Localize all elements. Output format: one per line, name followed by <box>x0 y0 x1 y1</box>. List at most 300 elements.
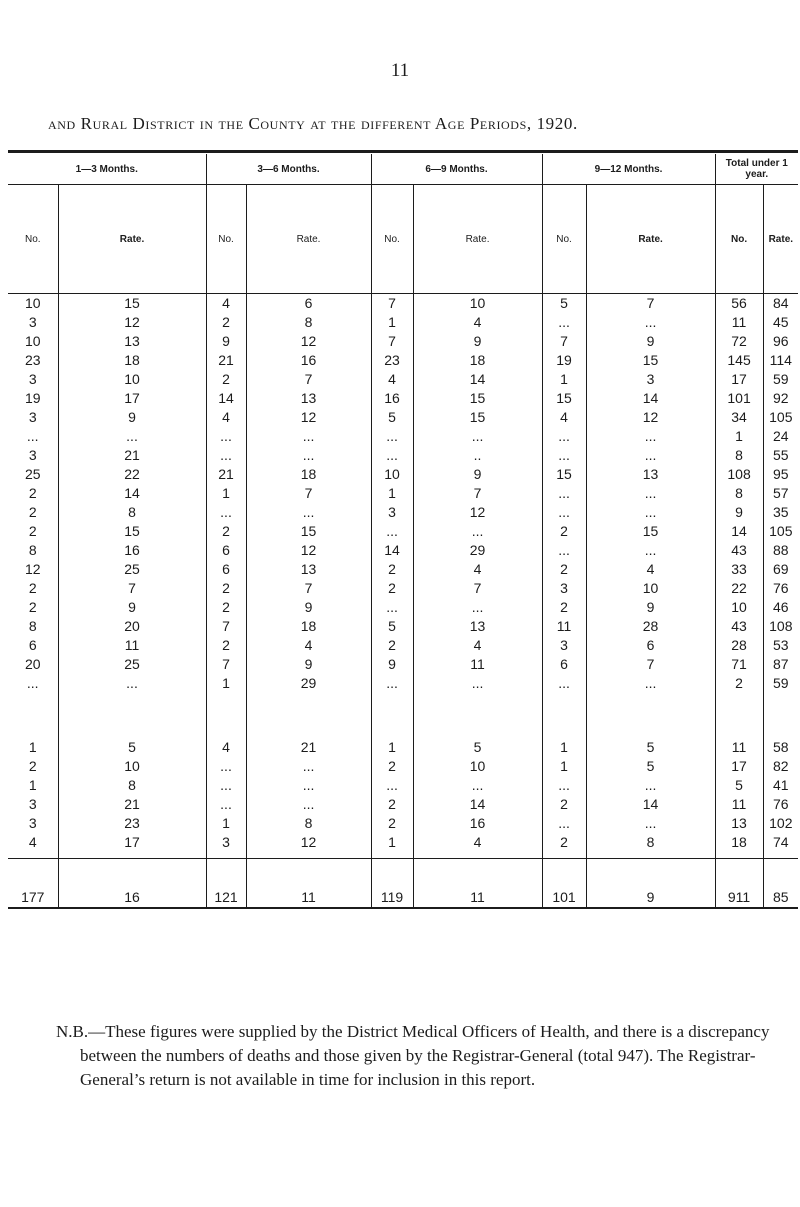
table-cell: 2 <box>371 757 413 776</box>
subheader-no: No. <box>371 185 413 294</box>
table-cell: 25 <box>58 655 206 674</box>
table-cell: ... <box>542 484 586 503</box>
table-cell: 102 <box>763 814 798 833</box>
heading-text: Rural District in the County at the different Age Periods, <box>80 114 532 133</box>
total-cell: 101 <box>542 859 586 909</box>
table-cell: 13 <box>715 814 763 833</box>
table-cell: 2 <box>28 758 37 774</box>
table-cell: 6 <box>206 560 246 579</box>
table-cell: 2 <box>206 370 246 389</box>
total-cell: 16 <box>58 859 206 909</box>
table-cell: 2 <box>28 485 37 501</box>
table-row <box>8 484 798 503</box>
table-cell: 28 <box>715 636 763 655</box>
table-cell: 8 <box>246 313 371 332</box>
table-row <box>8 465 798 484</box>
table-cell: 58 <box>763 738 798 757</box>
table-cell: 4 <box>371 370 413 389</box>
table-cell: 15 <box>586 351 715 370</box>
table-cell: 8 <box>28 542 37 558</box>
table-row <box>8 503 798 522</box>
table-row <box>8 776 798 795</box>
table-cell: 7 <box>413 484 542 503</box>
table-cell: 5 <box>542 294 586 314</box>
table-cell: 7 <box>206 617 246 636</box>
table-cell: 2 <box>542 833 586 852</box>
table-cell: 12 <box>246 541 371 560</box>
table-cell: ... <box>26 428 39 444</box>
table-cell: 1 <box>206 674 246 693</box>
footnote-text: N.B.—These figures were supplied by the District Medical Officers of Health, and there is a discrepancy between the numbers of deaths and those given by the Registrar-General (total 947). The Registrar-General’s return is not available in time for inclusion in this report. <box>56 1022 770 1089</box>
table-cell: 12 <box>246 332 371 351</box>
subheader-row <box>8 185 798 294</box>
table-row <box>8 655 798 674</box>
table-cell: 11 <box>715 795 763 814</box>
table-cell: 3 <box>28 796 37 812</box>
table-cell: 15 <box>58 522 206 541</box>
table-cell: 53 <box>763 636 798 655</box>
page-number: 11 <box>390 60 410 81</box>
table-cell: 45 <box>763 313 798 332</box>
table-cell: 10 <box>715 598 763 617</box>
table-cell: 18 <box>715 833 763 852</box>
table-cell: 8 <box>58 503 206 522</box>
heading-prefix: and <box>48 114 76 133</box>
table-cell: 92 <box>763 389 798 408</box>
table-cell: 8 <box>246 814 371 833</box>
table-cell: 35 <box>763 503 798 522</box>
table-cell: 10 <box>413 757 542 776</box>
table-cell: 25 <box>58 560 206 579</box>
table-row <box>8 617 798 636</box>
table-cell: ... <box>371 522 413 541</box>
table-row <box>8 814 798 833</box>
table-cell: 3 <box>371 503 413 522</box>
table-row <box>8 522 798 541</box>
table-cell: 5 <box>586 757 715 776</box>
table-cell: ... <box>246 503 371 522</box>
table-row <box>8 427 798 446</box>
table-cell: 2 <box>206 636 246 655</box>
table-cell: 8 <box>715 446 763 465</box>
table-cell: 3 <box>28 371 37 387</box>
table-cell: 12 <box>246 833 371 852</box>
table-cell: 59 <box>763 370 798 389</box>
table-cell: 2 <box>206 579 246 598</box>
table-cell: 108 <box>763 617 798 636</box>
table-cell: 14 <box>58 484 206 503</box>
table-cell: 4 <box>246 636 371 655</box>
table-cell: 22 <box>715 579 763 598</box>
table-cell: 21 <box>58 795 206 814</box>
table-cell: ... <box>413 674 542 693</box>
table-cell: 5 <box>586 738 715 757</box>
table-cell: 11 <box>715 313 763 332</box>
table-cell: 9 <box>58 598 206 617</box>
table-cell: ... <box>371 446 413 465</box>
table-cell: 13 <box>246 389 371 408</box>
age-period-table <box>8 154 798 909</box>
table-cell: 41 <box>763 776 798 795</box>
table-cell: 2 <box>371 560 413 579</box>
page-heading <box>48 114 578 134</box>
table-row <box>8 598 798 617</box>
table-cell: 7 <box>586 294 715 314</box>
table-cell: 2 <box>371 579 413 598</box>
table-cell: 21 <box>206 465 246 484</box>
table-cell: 21 <box>58 446 206 465</box>
table-cell: 11 <box>58 636 206 655</box>
table-cell: 5 <box>371 617 413 636</box>
table-cell: 16 <box>58 541 206 560</box>
table-row <box>8 408 798 427</box>
table-cell: 12 <box>586 408 715 427</box>
table-cell: 2 <box>28 599 37 615</box>
table-cell: ... <box>206 503 246 522</box>
table-cell: 10 <box>58 370 206 389</box>
total-cell: 9 <box>586 859 715 909</box>
table-cell: 4 <box>413 833 542 852</box>
table-cell: 18 <box>246 617 371 636</box>
table-cell: 11 <box>413 655 542 674</box>
table-row <box>8 370 798 389</box>
table-cell: 2 <box>542 795 586 814</box>
subheader-rate: Rate. <box>763 185 798 294</box>
table-cell: ... <box>206 427 246 446</box>
table-cell: 19 <box>24 390 41 406</box>
table-cell: 108 <box>715 465 763 484</box>
subheader-rate: Rate. <box>586 185 715 294</box>
table-cell: 9 <box>371 655 413 674</box>
table-cell: 4 <box>206 294 246 314</box>
group-header: 3—6 Months. <box>206 154 371 185</box>
table-cell: ... <box>26 675 39 691</box>
table-cell: ... <box>206 757 246 776</box>
table-cell: ... <box>246 795 371 814</box>
table-cell: 4 <box>586 560 715 579</box>
table-cell: 7 <box>246 370 371 389</box>
table-cell: ... <box>586 814 715 833</box>
table-cell: 28 <box>586 617 715 636</box>
table-cell: 8 <box>586 833 715 852</box>
table-cell: 2 <box>542 598 586 617</box>
table-cell: 15 <box>58 294 206 314</box>
table-row <box>8 560 798 579</box>
table-cell: 14 <box>206 389 246 408</box>
table-cell: 14 <box>586 389 715 408</box>
table-cell: 9 <box>206 332 246 351</box>
table-cell: 2 <box>206 598 246 617</box>
group-header-row <box>8 154 798 185</box>
totals-row <box>8 859 798 909</box>
table-cell: 23 <box>371 351 413 370</box>
table-cell: 6 <box>28 637 37 653</box>
table-cell: 21 <box>246 738 371 757</box>
table-cell: 7 <box>413 579 542 598</box>
table-cell: 6 <box>586 636 715 655</box>
table-cell: 15 <box>542 465 586 484</box>
table-cell: ... <box>586 313 715 332</box>
table-cell: 5 <box>413 738 542 757</box>
table-cell: 87 <box>763 655 798 674</box>
table-cell: 4 <box>413 636 542 655</box>
footnote <box>56 1020 792 1092</box>
table-cell: 10 <box>24 333 41 349</box>
table-cell: 1 <box>542 370 586 389</box>
table-cell: ... <box>586 776 715 795</box>
table-cell: 8 <box>28 618 37 634</box>
group-header: 6—9 Months. <box>371 154 542 185</box>
table-cell: 95 <box>763 465 798 484</box>
table-cell: 1 <box>371 484 413 503</box>
table-cell: 5 <box>715 776 763 795</box>
table-cell: 72 <box>715 332 763 351</box>
table-cell: 19 <box>542 351 586 370</box>
total-cell: 119 <box>371 859 413 909</box>
table-cell: 15 <box>246 522 371 541</box>
table-cell: ... <box>413 598 542 617</box>
table-cell: 4 <box>413 313 542 332</box>
total-cell: 911 <box>715 859 763 909</box>
table-cell: ... <box>542 313 586 332</box>
table-body-first <box>8 294 798 694</box>
table-cell: ... <box>542 776 586 795</box>
table-cell: 24 <box>763 427 798 446</box>
table-cell: 11 <box>715 738 763 757</box>
table-cell: 18 <box>246 465 371 484</box>
total-cell: 85 <box>763 859 798 909</box>
table-cell: 12 <box>246 408 371 427</box>
table-cell: ... <box>542 541 586 560</box>
table-cell: 10 <box>586 579 715 598</box>
table-cell: 14 <box>586 795 715 814</box>
table-cell: 1 <box>715 427 763 446</box>
table-cell: 6 <box>542 655 586 674</box>
table-cell: 14 <box>413 370 542 389</box>
table-cell: 14 <box>413 795 542 814</box>
total-cell: 177 <box>8 859 58 909</box>
table-cell: 96 <box>763 332 798 351</box>
table-cell: ... <box>542 446 586 465</box>
subheader-no: No. <box>715 185 763 294</box>
table-cell: 7 <box>371 332 413 351</box>
table-cell: 7 <box>246 484 371 503</box>
table-row <box>8 446 798 465</box>
table-cell: 2 <box>715 674 763 693</box>
table-cell: 56 <box>715 294 763 314</box>
table-cell: 88 <box>763 541 798 560</box>
table-row <box>8 541 798 560</box>
subheader-rate: Rate. <box>413 185 542 294</box>
table-cell: 1 <box>371 833 413 852</box>
table-cell: 17 <box>58 833 206 852</box>
table-cell: 9 <box>246 655 371 674</box>
table-cell: 1 <box>371 313 413 332</box>
table-cell: ... <box>586 484 715 503</box>
table-cell: 12 <box>58 313 206 332</box>
table-cell: 1 <box>371 738 413 757</box>
table-cell: 2 <box>28 523 37 539</box>
table-cell: 9 <box>413 332 542 351</box>
table-cell: 14 <box>715 522 763 541</box>
table-row <box>8 579 798 598</box>
table-cell: ... <box>413 427 542 446</box>
total-cell: 11 <box>413 859 542 909</box>
table-cell: ... <box>413 776 542 795</box>
table-cell: ... <box>586 446 715 465</box>
table-cell: 15 <box>542 389 586 408</box>
table-cell: ... <box>586 503 715 522</box>
table-cell: ... <box>246 776 371 795</box>
table-spacer <box>8 693 798 738</box>
table-cell: 13 <box>58 332 206 351</box>
subheader-no: No. <box>542 185 586 294</box>
table-cell: 3 <box>28 409 37 425</box>
table-cell: 105 <box>763 522 798 541</box>
table-cell: ... <box>206 795 246 814</box>
table-row <box>8 795 798 814</box>
table-row <box>8 674 798 693</box>
table-cell: 2 <box>206 313 246 332</box>
table-body-second <box>8 738 798 852</box>
table-cell: ... <box>246 446 371 465</box>
table-cell: 8 <box>58 776 206 795</box>
table-cell: 23 <box>24 352 41 368</box>
table-cell: 7 <box>542 332 586 351</box>
table-cell: 14 <box>371 541 413 560</box>
table-cell: 4 <box>206 738 246 757</box>
table-cell: 18 <box>413 351 542 370</box>
table-cell: ... <box>371 674 413 693</box>
table-cell: 22 <box>58 465 206 484</box>
table-cell: 16 <box>371 389 413 408</box>
table-cell: 5 <box>371 408 413 427</box>
table-cell: 2 <box>28 504 37 520</box>
total-cell: 121 <box>206 859 246 909</box>
table-cell: 13 <box>586 465 715 484</box>
table-cell: 11 <box>542 617 586 636</box>
table-cell: 17 <box>58 389 206 408</box>
table-cell: 69 <box>763 560 798 579</box>
table-cell: 101 <box>715 389 763 408</box>
table-row <box>8 389 798 408</box>
table-cell: 2 <box>542 522 586 541</box>
table-cell: ... <box>542 503 586 522</box>
table-cell: 3 <box>542 579 586 598</box>
table-cell: 3 <box>586 370 715 389</box>
table-row <box>8 294 798 314</box>
table-cell: 10 <box>413 294 542 314</box>
table-cell: 12 <box>24 561 41 577</box>
table-cell: 7 <box>58 579 206 598</box>
table-cell: 34 <box>715 408 763 427</box>
table-cell: 105 <box>763 408 798 427</box>
table-cell: 43 <box>715 541 763 560</box>
group-header: 1—3 Months. <box>8 154 206 185</box>
table-cell: 20 <box>58 617 206 636</box>
table-cell: ... <box>586 674 715 693</box>
table-cell: 76 <box>763 579 798 598</box>
group-header: Total under 1 year. <box>715 154 798 185</box>
table-cell: 3 <box>28 815 37 831</box>
table-cell: 1 <box>28 739 37 755</box>
table-cell: 2 <box>206 522 246 541</box>
subheader-no: No. <box>8 185 58 294</box>
table-cell: 2 <box>542 560 586 579</box>
table-cell: 1 <box>206 484 246 503</box>
table-cell: ... <box>542 427 586 446</box>
table-cell: ... <box>413 522 542 541</box>
table-cell: 17 <box>715 370 763 389</box>
table-row <box>8 332 798 351</box>
table-cell: 1 <box>542 757 586 776</box>
table-cell: ... <box>58 674 206 693</box>
group-header: 9—12 Months. <box>542 154 715 185</box>
table-cell: 8 <box>715 484 763 503</box>
table-cell: ... <box>542 674 586 693</box>
table-cell: 33 <box>715 560 763 579</box>
table-cell: 9 <box>413 465 542 484</box>
table-cell: ... <box>371 598 413 617</box>
table-cell: 46 <box>763 598 798 617</box>
table-cell: 9 <box>586 598 715 617</box>
table-row <box>8 833 798 852</box>
table-cell: 4 <box>206 408 246 427</box>
table-cell: ... <box>246 427 371 446</box>
table-cell: ... <box>58 427 206 446</box>
table-cell: 3 <box>206 833 246 852</box>
table-cell: 1 <box>542 738 586 757</box>
table-cell: 3 <box>28 314 37 330</box>
table-cell: 57 <box>763 484 798 503</box>
table-cell: 71 <box>715 655 763 674</box>
table-cell: 29 <box>246 674 371 693</box>
table-cell: ... <box>586 427 715 446</box>
table-cell: 17 <box>715 757 763 776</box>
table-row <box>8 757 798 776</box>
table-cell: 9 <box>715 503 763 522</box>
table-cell: 7 <box>586 655 715 674</box>
table-cell: 4 <box>28 834 37 850</box>
table-cell: 1 <box>28 777 37 793</box>
table-cell: 23 <box>58 814 206 833</box>
top-rule <box>8 150 798 153</box>
table-cell: ... <box>206 776 246 795</box>
table-cell: 16 <box>413 814 542 833</box>
table-cell: 6 <box>206 541 246 560</box>
table-cell: 15 <box>413 389 542 408</box>
table-cell: 20 <box>24 656 41 672</box>
table-cell: 2 <box>28 580 37 596</box>
table-cell: 12 <box>413 503 542 522</box>
table-cell: 9 <box>246 598 371 617</box>
table-cell: 7 <box>246 579 371 598</box>
subheader-rate: Rate. <box>246 185 371 294</box>
table-cell: 43 <box>715 617 763 636</box>
table-cell: 55 <box>763 446 798 465</box>
table-cell: ... <box>206 446 246 465</box>
table-cell: 114 <box>763 351 798 370</box>
table-row <box>8 636 798 655</box>
table-cell: 25 <box>24 466 41 482</box>
heading-year: 1920. <box>536 114 578 133</box>
table-cell: 76 <box>763 795 798 814</box>
table-cell: ... <box>371 776 413 795</box>
table-cell: 18 <box>58 351 206 370</box>
table-cell: 9 <box>58 408 206 427</box>
table-cell: ... <box>371 427 413 446</box>
subheader-rate: Rate. <box>58 185 206 294</box>
